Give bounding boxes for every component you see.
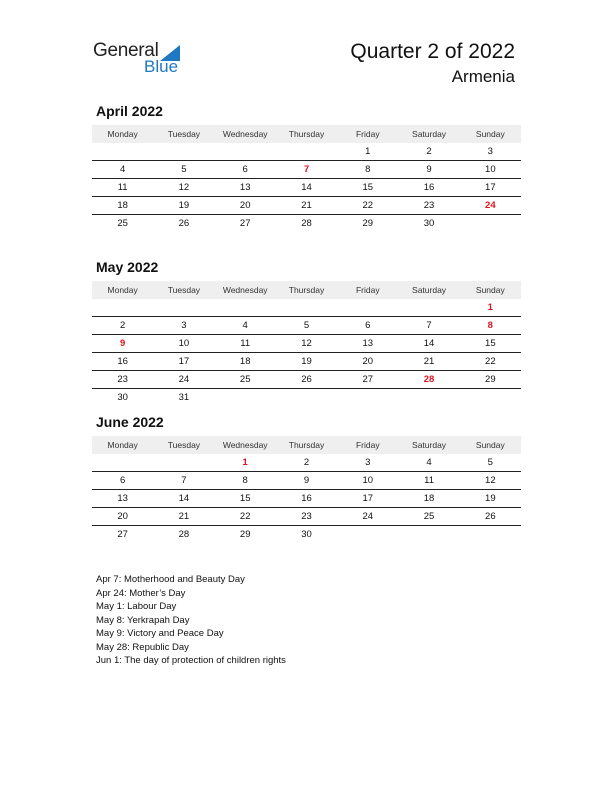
date-cell: 10 — [485, 164, 496, 175]
holiday-date-cell: 28 — [423, 374, 435, 385]
weekday-label: Thursday — [288, 129, 325, 139]
holiday-date-cell: 7 — [303, 164, 310, 175]
week-row — [92, 179, 521, 197]
date-cell: 12 — [485, 475, 496, 486]
date-cell — [153, 299, 214, 316]
date-cell: 25 — [423, 511, 435, 522]
week-row — [92, 508, 521, 526]
date-cell: 29 — [239, 529, 251, 540]
week-row — [92, 472, 521, 490]
date-cell — [460, 215, 521, 232]
week-row — [92, 215, 521, 232]
holiday-note: May 9: Victory and Peace Day — [96, 628, 224, 639]
date-cell — [153, 143, 214, 160]
weekday-label: Sunday — [475, 129, 505, 139]
date-cell — [215, 389, 276, 406]
month-calendar — [92, 414, 521, 543]
weekday-label: Monday — [107, 440, 138, 450]
weekday-header-row — [92, 436, 521, 454]
weekday-header-row — [92, 281, 521, 299]
week-row — [92, 389, 521, 406]
date-cell: 11 — [240, 338, 251, 349]
date-cell: 13 — [362, 338, 374, 349]
date-cell: 15 — [239, 493, 251, 504]
date-cell: 11 — [117, 182, 128, 193]
date-cell — [337, 389, 398, 406]
date-cell: 30 — [301, 529, 312, 540]
holiday-date-cell: 1 — [487, 302, 493, 313]
month-title: April 2022 — [96, 103, 163, 119]
country-name: Armenia — [451, 67, 515, 86]
month-title: June 2022 — [96, 414, 164, 430]
holiday-date-cell: 1 — [242, 457, 248, 468]
weekday-header-row — [92, 125, 521, 143]
date-cell: 27 — [239, 218, 251, 229]
date-cell: 16 — [301, 493, 312, 504]
holiday-note: Apr 7: Motherhood and Beauty Day — [96, 574, 245, 585]
date-cell: 3 — [487, 146, 493, 157]
date-cell: 15 — [485, 338, 496, 349]
weekday-label: Monday — [107, 129, 138, 139]
date-cell — [215, 143, 276, 160]
month-title: May 2022 — [96, 259, 159, 275]
date-cell: 20 — [117, 511, 128, 522]
date-cell: 7 — [181, 475, 187, 486]
date-cell — [276, 143, 337, 160]
generalblue-logo — [93, 40, 213, 80]
date-cell: 9 — [426, 164, 432, 175]
weekday-label: Friday — [355, 129, 380, 139]
date-cell: 19 — [178, 200, 190, 211]
date-cell: 18 — [239, 356, 251, 367]
weekday-label: Tuesday — [167, 440, 201, 450]
date-cell — [398, 526, 459, 543]
date-cell: 18 — [117, 200, 128, 211]
date-cell — [153, 454, 214, 471]
date-cell — [460, 526, 521, 543]
date-cell — [92, 143, 153, 160]
date-cell: 15 — [362, 182, 374, 193]
week-row — [92, 335, 521, 353]
date-cell: 21 — [301, 200, 312, 211]
holiday-note: Apr 24: Mother’s Day — [96, 587, 186, 599]
week-row — [92, 526, 521, 543]
month-calendar — [92, 259, 521, 406]
date-cell: 18 — [423, 493, 435, 504]
date-cell: 13 — [239, 182, 251, 193]
date-cell: 24 — [178, 374, 190, 385]
date-cell: 8 — [365, 164, 371, 175]
date-cell — [460, 389, 521, 406]
date-cell: 6 — [119, 475, 126, 486]
date-cell: 21 — [178, 511, 190, 522]
date-cell: 7 — [426, 320, 432, 331]
date-cell: 10 — [362, 475, 374, 486]
date-cell: 27 — [117, 529, 128, 540]
logo-word-blue: Blue — [144, 57, 179, 76]
date-cell: 23 — [117, 374, 128, 385]
holiday-date-cell: 8 — [487, 320, 493, 331]
date-cell: 9 — [303, 475, 310, 486]
weekday-label: Wednesday — [222, 129, 268, 139]
week-row — [92, 197, 521, 215]
date-cell: 22 — [239, 511, 251, 522]
date-cell: 6 — [242, 164, 248, 175]
date-cell: 17 — [485, 182, 496, 193]
holiday-date-cell: 9 — [119, 338, 126, 349]
holiday-note: May 28: Republic Day — [96, 641, 189, 653]
date-cell: 21 — [423, 356, 435, 367]
date-cell — [215, 299, 276, 316]
date-cell: 31 — [178, 392, 190, 403]
date-cell — [337, 526, 398, 543]
date-cell — [276, 299, 337, 316]
date-cell: 14 — [301, 182, 312, 193]
date-cell: 14 — [178, 493, 190, 504]
date-cell: 17 — [178, 356, 190, 367]
date-cell: 5 — [487, 457, 493, 468]
weekday-label: Thursday — [288, 440, 325, 450]
date-cell: 1 — [365, 146, 371, 157]
logo-word-general: General — [93, 40, 159, 61]
date-cell: 12 — [178, 182, 190, 193]
date-cell — [398, 299, 459, 316]
date-cell: 13 — [117, 493, 128, 504]
weekday-label: Monday — [107, 285, 138, 295]
weekday-label: Wednesday — [222, 285, 268, 295]
holiday-date-cell: 24 — [485, 200, 496, 211]
week-row — [92, 454, 521, 472]
date-cell: 25 — [117, 218, 128, 229]
date-cell — [92, 299, 153, 316]
date-cell: 24 — [362, 511, 374, 522]
week-row — [92, 299, 521, 317]
week-row — [92, 161, 521, 179]
week-row — [92, 317, 521, 335]
date-cell: 14 — [423, 338, 435, 349]
date-cell: 8 — [242, 475, 248, 486]
date-cell: 3 — [365, 457, 371, 468]
date-cell: 5 — [181, 164, 187, 175]
page-title: Quarter 2 of 2022 — [350, 40, 515, 63]
date-cell — [92, 454, 153, 471]
weekday-label: Friday — [355, 285, 380, 295]
date-cell: 28 — [178, 529, 190, 540]
date-cell: 22 — [362, 200, 374, 211]
date-cell: 29 — [485, 374, 496, 385]
date-cell: 4 — [426, 457, 432, 468]
date-cell: 10 — [178, 338, 190, 349]
date-cell: 17 — [362, 493, 374, 504]
date-cell: 5 — [303, 320, 310, 331]
weekday-label: Saturday — [412, 440, 447, 450]
holiday-notes — [96, 573, 286, 668]
date-cell: 16 — [423, 182, 435, 193]
date-cell: 20 — [362, 356, 374, 367]
date-cell: 28 — [301, 218, 312, 229]
date-cell: 12 — [301, 338, 312, 349]
date-cell: 16 — [117, 356, 128, 367]
holiday-note: May 1: Labour Day — [96, 601, 177, 612]
weekday-label: Wednesday — [222, 440, 268, 450]
week-row — [92, 353, 521, 371]
weekday-label: Friday — [355, 440, 380, 450]
date-cell: 26 — [301, 374, 312, 385]
date-cell: 3 — [181, 320, 187, 331]
holiday-note: May 8: Yerkrapah Day — [96, 614, 190, 626]
date-cell: 20 — [239, 200, 251, 211]
date-cell: 25 — [239, 374, 251, 385]
date-cell: 23 — [423, 200, 435, 211]
date-cell: 4 — [119, 164, 126, 175]
holiday-note: Jun 1: The day of protection of children rights — [96, 655, 286, 666]
date-cell — [398, 389, 459, 406]
month-calendar — [92, 103, 521, 232]
week-row — [92, 143, 521, 161]
date-cell: 29 — [362, 218, 374, 229]
date-cell: 22 — [485, 356, 496, 367]
week-row — [92, 490, 521, 508]
weekday-label: Sunday — [475, 440, 505, 450]
date-cell: 26 — [178, 218, 190, 229]
date-cell: 6 — [365, 320, 371, 331]
weekday-label: Saturday — [412, 285, 447, 295]
weekday-label: Tuesday — [167, 285, 201, 295]
date-cell: 30 — [423, 218, 435, 229]
date-cell: 2 — [303, 457, 310, 468]
date-cell: 2 — [119, 320, 126, 331]
date-cell: 11 — [424, 475, 434, 486]
date-cell: 19 — [485, 493, 496, 504]
date-cell: 27 — [362, 374, 374, 385]
date-cell — [276, 389, 337, 406]
date-cell: 23 — [301, 511, 312, 522]
date-cell: 2 — [426, 146, 432, 157]
date-cell — [337, 299, 398, 316]
date-cell: 30 — [117, 392, 128, 403]
date-cell: 26 — [485, 511, 496, 522]
weekday-label: Thursday — [288, 285, 325, 295]
date-cell: 19 — [301, 356, 312, 367]
week-row — [92, 371, 521, 389]
date-cell: 4 — [242, 320, 248, 331]
weekday-label: Sunday — [475, 285, 505, 295]
weekday-label: Tuesday — [167, 129, 201, 139]
weekday-label: Saturday — [412, 129, 447, 139]
